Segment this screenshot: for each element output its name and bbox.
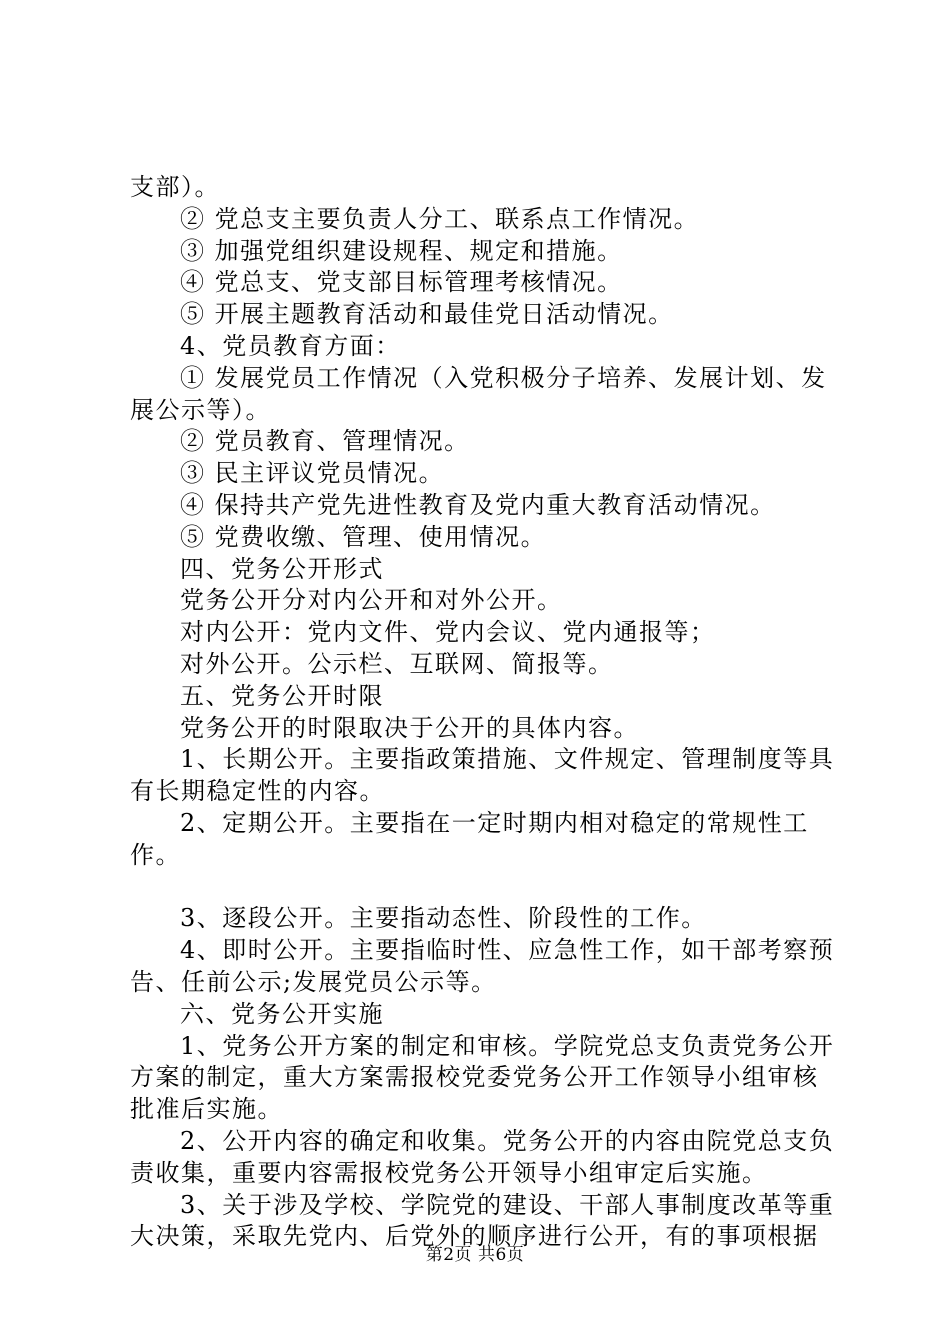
paragraph: 党务公开分对内公开和对外公开。 [180,586,563,615]
paragraph: 1、党务公开方案的制定和审核。学院党总支负责党务公开方案的制定，重大方案需报校党委党务公开工作领导小组审核批准后实施。 [130,1031,835,1124]
section-heading: 五、党务公开时限 [180,681,384,710]
list-item: ② 党总支主要负责人分工、联系点工作情况。 [180,204,700,233]
section-heading: 4、党员教育方面： [180,331,401,360]
section-heading: 六、党务公开实施 [180,999,384,1028]
list-item: ⑤ 开展主题教育活动和最佳党日活动情况。 [180,300,674,329]
page-number-footer: 第2页 共6页 [425,1245,525,1265]
list-item: ③ 民主评议党员情况。 [180,459,445,488]
list-item: ③ 加强党组织建设规程、规定和措施。 [180,236,623,265]
paragraph: 1、长期公开。主要指政策措施、文件规定、管理制度等具有长期稳定性的内容。 [130,745,835,806]
paragraph: 2、公开内容的确定和收集。党务公开的内容由院党总支负责收集，重要内容需报校党务公开领导小组审定后实施。 [130,1126,835,1187]
paragraph: 对内公开：党内文件、党内会议、党内通报等； [180,618,716,647]
list-item: ② 党员教育、管理情况。 [180,427,470,456]
list-item: ④ 保持共产党先进性教育及党内重大教育活动情况。 [180,490,776,519]
paragraph: 党务公开的时限取决于公开的具体内容。 [180,713,639,742]
list-item: ① 发展党员工作情况（入党积极分子培养、发展计划、发展公示等）。 [130,363,827,424]
paragraph-continuation: 支部）。 [130,173,220,201]
list-item: ⑤ 党费收缴、管理、使用情况。 [180,522,547,551]
paragraph: 4、即时公开。主要指临时性、应急性工作，如干部考察预告、任前公示;发展党员公示等。 [130,936,835,996]
paragraph: 3、关于涉及学校、学院党的建设、干部人事制度改革等重大决策，采取先党内、后党外的顺序进行公开，有的事项根据 [130,1190,835,1251]
document-body [130,172,835,1253]
paragraph: 2、定期公开。主要指在一定时期内相对稳定的常规性工作。 [130,808,809,869]
list-item: ④ 党总支、党支部目标管理考核情况。 [180,268,623,297]
section-heading: 四、党务公开形式 [180,554,384,583]
paragraph: 对外公开。公示栏、互联网、简报等。 [180,649,614,678]
paragraph: 3、逐段公开。主要指动态性、阶段性的工作。 [180,904,707,933]
